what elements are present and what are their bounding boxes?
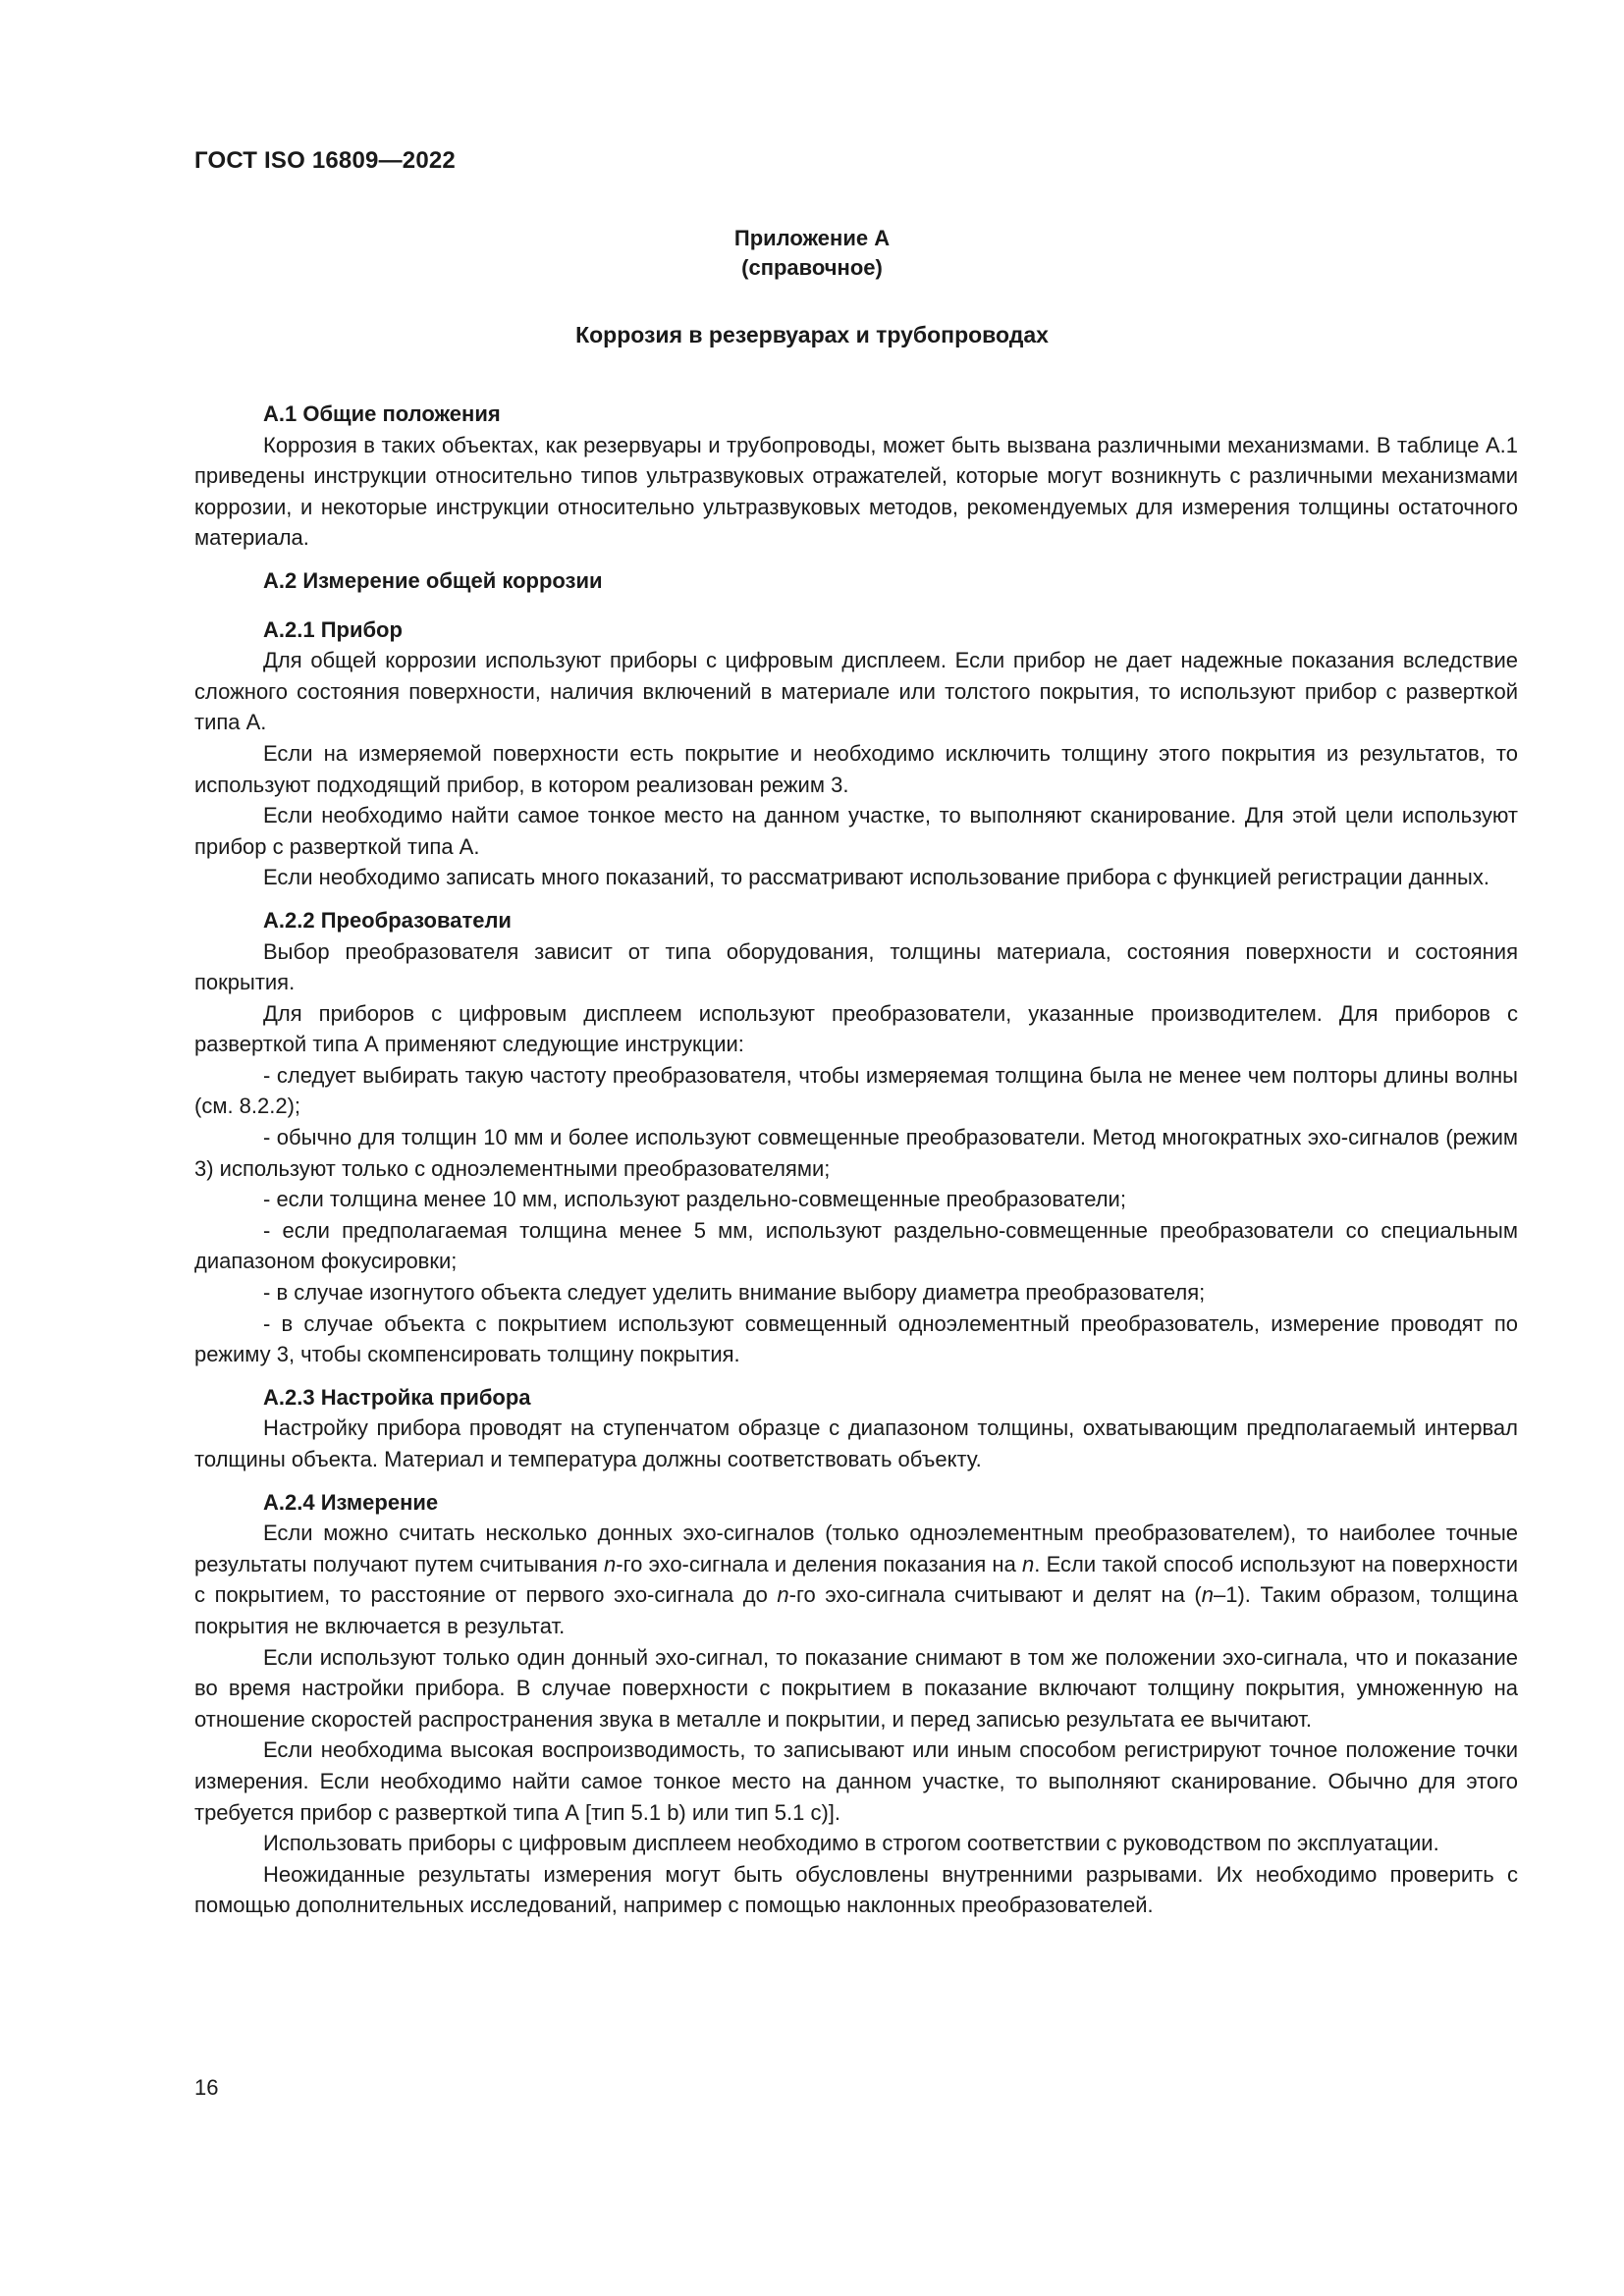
annex-status: (справочное): [741, 255, 883, 280]
paragraph: Использовать приборы с цифровым дисплеем необходимо в строгом соответствии с руководством по эксплуатации.: [263, 1831, 1439, 1856]
section-heading-a24: А.2.4 Измерение: [263, 1489, 439, 1515]
paragraph: Если необходимо найти самое тонкое место на данном участке, то выполняют сканирование. Для этой цели используют прибор с разверткой типа А.: [194, 803, 1518, 859]
list-item: - следует выбирать такую частоту преобразователя, чтобы измеряемая толщина была не менее чем полторы длины волны (см. 8.2.2);: [194, 1062, 1518, 1119]
section-heading-a21: А.2.1 Прибор: [263, 616, 403, 642]
list-item: - в случае объекта с покрытием используют совмещенный одноэлементный преобразователь, измерение проводят по режиму 3, чтобы скомпенсировать толщину покрытия.: [194, 1310, 1518, 1367]
paragraph: Если необходимо записать много показаний, то рассматривают использование прибора с функцией регистрации данных.: [263, 865, 1489, 890]
paragraph: Для приборов с цифровым дисплеем используют преобразователи, указанные производителем. Для приборов с разверткой типа А применяют следующие инструкции:: [194, 1000, 1518, 1057]
page-number: 16: [194, 2075, 219, 2100]
list-item: - обычно для толщин 10 мм и более используют совмещенные преобразователи. Метод многократных эхо-сигналов (режим 3) используют только с одноэлементными преобразователями;: [194, 1125, 1518, 1181]
section-heading-a2: А.2 Измерение общей коррозии: [263, 567, 603, 593]
paragraph: Если на измеряемой поверхности есть покрытие и необходимо исключить толщину этого покрытия из результатов, то используют подходящий прибор, в котором реализован режим 3.: [194, 740, 1518, 797]
section-heading-a1: А.1 Общие положения: [263, 401, 501, 426]
paragraph: Коррозия в таких объектах, как резервуары и трубопроводы, может быть вызвана различными механизмами. В таблице А.1 приведены инструкции относительно типов ультразвуковых отражателей, которые могут возникнуть с различными механизмами коррозии, и некоторые инструкции относительно ультразвуковых методов, рекомендуемых для измерения толщины остаточного материала.: [194, 432, 1518, 551]
annex-header: [0, 224, 1624, 283]
paragraph: Неожиданные результаты измерения могут быть обусловлены внутренними разрывами. Их необходимо проверить с помощью дополнительных исследований, например с помощью наклонных преобразователей.: [194, 1861, 1518, 1918]
document-code: ГОСТ ISO 16809—2022: [194, 147, 456, 174]
section-heading-a23: А.2.3 Настройка прибора: [263, 1384, 531, 1410]
list-item: - в случае изогнутого объекта следует уделить внимание выбору диаметра преобразователя;: [263, 1280, 1206, 1306]
paragraph: Если можно считать несколько донных эхо-сигналов (только одноэлементным преобразователем), то наиболее точные результаты получают путем считывания n-го эхо-сигнала и деления показания на n. Если такой способ используют на поверхности с покрытием, то расстояние от первого эхо-сигнала до n-го эхо-сигнала считывают и делят на (n–1). Таким образом, толщина покрытия не включается в результат.: [194, 1521, 1518, 1638]
annex-label: Приложение А: [733, 226, 891, 250]
paragraph: Выбор преобразователя зависит от типа оборудования, толщины материала, состояния поверхности и состояния покрытия.: [194, 938, 1518, 995]
paragraph: Для общей коррозии используют приборы с цифровым дисплеем. Если прибор не дает надежные показания вследствие сложного состояния поверхности, наличия включений в материале или толстого покрытия, то используют прибор с разверткой типа А.: [194, 648, 1518, 735]
annex-title: Коррозия в резервуарах и трубопроводах: [575, 322, 1049, 347]
paragraph: Настройку прибора проводят на ступенчатом образце с диапазоном толщины, охватывающим предполагаемый интервал толщины объекта. Материал и температура должны соответствовать объекту.: [194, 1415, 1518, 1471]
section-heading-a22: А.2.2 Преобразователи: [263, 907, 512, 933]
list-item: - если толщина менее 10 мм, используют раздельно-совмещенные преобразователи;: [263, 1187, 1126, 1212]
paragraph: Если используют только один донный эхо-сигнал, то показание снимают в том же положении эхо-сигнала, что и показание во время настройки прибора. В случае поверхности с покрытием в показание включают толщину покрытия, умноженную на отношение скоростей распространения звука в металле и покрытии, и перед записью результата ее вычитают.: [194, 1644, 1518, 1732]
document-body: [194, 399, 1518, 1921]
list-item: - если предполагаемая толщина менее 5 мм, используют раздельно-совмещенные преобразователи со специальным диапазоном фокусировки;: [194, 1217, 1518, 1274]
paragraph: Если необходима высокая воспроизводимость, то записывают или иным способом регистрируют точное положение точки измерения. Если необходимо найти самое тонкое место на данном участке, то выполняют сканирование. Обычно для этого требуется прибор с разверткой типа А [тип 5.1 b) или тип 5.1 c)].: [194, 1737, 1518, 1825]
